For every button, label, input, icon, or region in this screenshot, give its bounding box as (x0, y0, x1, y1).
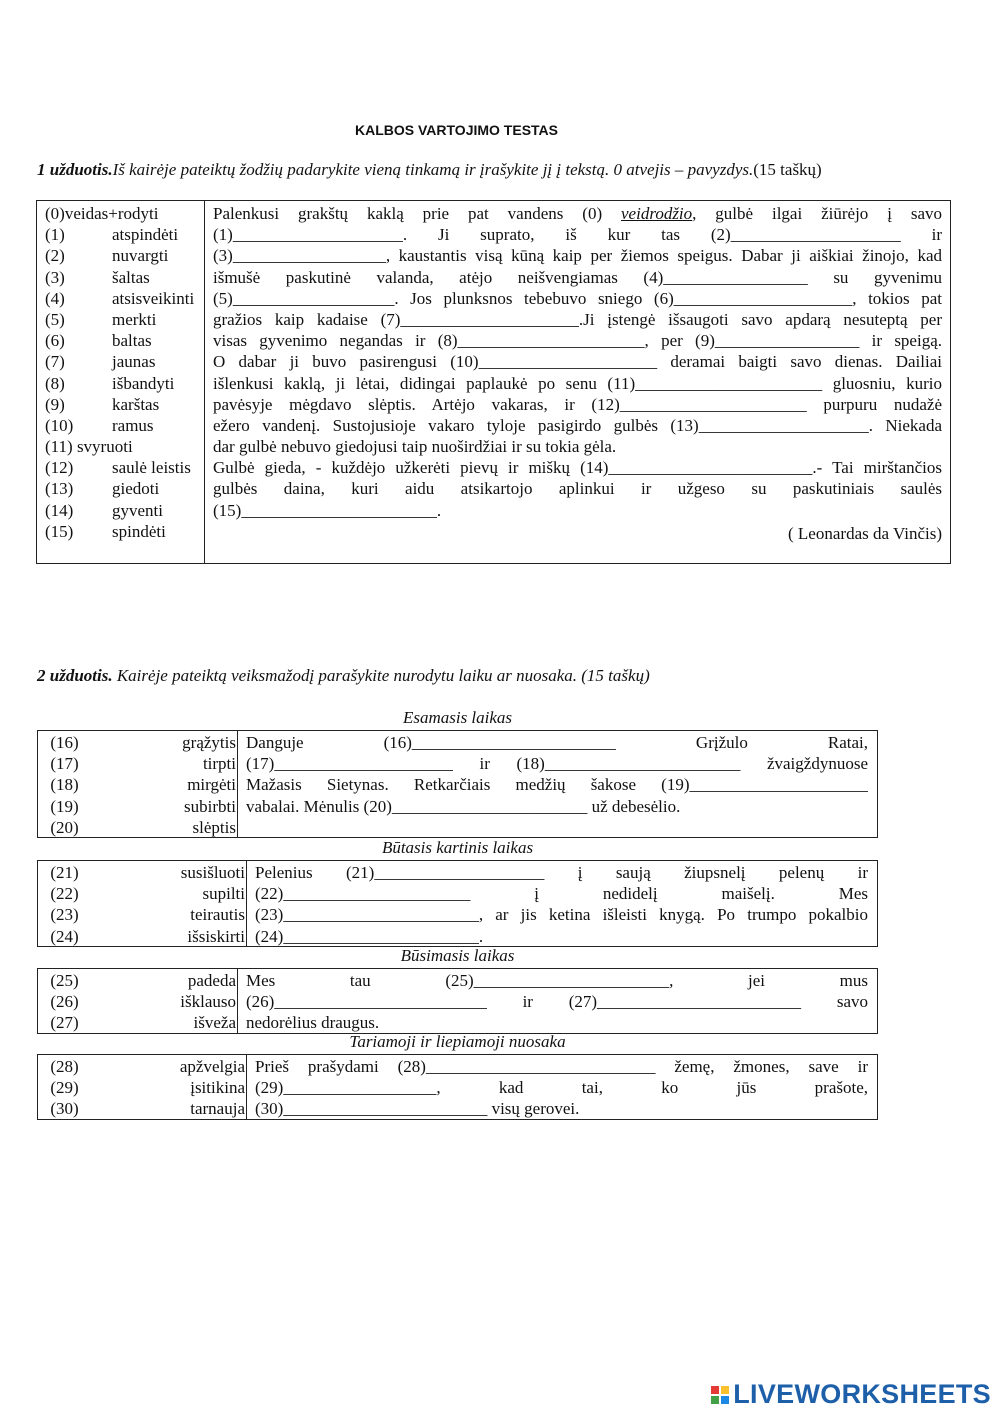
text-line: (17)_____________________ ir (18)_______________________ žvaigždynuose (246, 754, 868, 774)
verb-table (37, 730, 878, 838)
word-row (45, 457, 204, 478)
word-number: (4) (45, 288, 65, 308)
text-line: Palenkusi grakštų kaklą prie pat vandens (0) veidrodžio, gulbė ilgai žiūrėjo į savo (213, 204, 942, 223)
verb-row (38, 862, 246, 883)
word-number: (9) (45, 394, 65, 414)
text-line: gulbės daina, kuri aidu atsikartojo aplinkui ir užgeso su paskutiniais saulės (213, 479, 942, 499)
verb-text (238, 731, 877, 837)
text-line: išmušė paskutinė valanda, atėjo neišvengiamas (4)_________________ su gyvenimu (213, 267, 942, 287)
word-base: šaltas (112, 267, 150, 287)
word-row (45, 330, 204, 351)
word-base: giedoti (112, 479, 160, 499)
text-line: Danguje (16)________________________ Grįžulo Ratai, (246, 733, 868, 752)
verb-number: (16) (50, 733, 79, 752)
word-row (45, 436, 204, 457)
text-line: (15)_______________________. (213, 500, 442, 520)
verb: tirpti (202, 754, 236, 774)
text-line: nedorėlius draugus. (246, 1013, 380, 1033)
verb: slėptis (192, 817, 236, 837)
verb-number: (19) (50, 796, 79, 816)
verb-number: (23) (50, 905, 79, 925)
logo-grid-icon (711, 1386, 729, 1404)
word-base: karštas (112, 394, 160, 414)
verb-table (37, 860, 878, 947)
word-number: (2) (45, 246, 65, 266)
verb-number: (30) (50, 1099, 79, 1119)
verb: supilti (202, 884, 245, 904)
verb: apžvelgia (179, 1057, 245, 1076)
verb-list (38, 731, 238, 837)
verb-row (38, 1077, 246, 1098)
word-row (45, 373, 204, 394)
word-base: nuvargti (112, 246, 169, 266)
verb: susišluoti (180, 863, 245, 882)
task1-instruction: Iš kairėje pateiktų žodžių padarykite vieną tinkamą ir įrašykite jį į tekstą. 0 atvejis – pavyzdys. (112, 160, 754, 179)
word-base: merkti (112, 309, 157, 329)
verb-row (38, 817, 237, 838)
verb-table (37, 968, 878, 1034)
word-row (45, 394, 204, 415)
verb: teirautis (190, 905, 245, 925)
word-number: (0)veidas+rodyti (45, 204, 159, 223)
word-row (45, 288, 204, 309)
verb-row (38, 1098, 246, 1119)
word-base: atsisveikinti (112, 288, 195, 308)
word-number: (1) (45, 225, 65, 245)
task1-heading (37, 160, 822, 180)
verb-number: (26) (50, 992, 79, 1012)
verb-row (38, 796, 237, 817)
liveworksheets-logo: LIVEWORKSHEETS (711, 1379, 991, 1410)
word-number: (7) (45, 352, 65, 372)
text-line: (24)_______________________. (255, 926, 484, 946)
verb-number: (24) (50, 926, 79, 946)
task2-label: 2 užduotis. (37, 666, 113, 685)
text-line: visas gyvenimo negandas ir (8)______________________, per (9)_________________ ir speigą. (213, 331, 942, 351)
section-heading: Esamasis laikas (402, 708, 513, 727)
verb-number: (17) (50, 754, 79, 774)
verb-table (37, 1054, 878, 1120)
word-list (37, 201, 205, 563)
word-number: (13) (45, 479, 74, 499)
word-base: ramus (112, 415, 154, 435)
text-line: (26)_________________________ ir (27)________________________ savo (246, 992, 868, 1012)
verb-list (38, 861, 247, 946)
verb-row (38, 991, 237, 1012)
verb-row (38, 732, 237, 753)
verb: mirgėti (187, 775, 236, 795)
verb-number: (22) (50, 884, 79, 904)
verb-number: (29) (50, 1078, 79, 1098)
task2-instruction: Kairėje pateiktą veiksmažodį parašykite nurodytu laiku ar nuosaka. (15 taškų) (116, 666, 650, 685)
verb: tarnauja (190, 1099, 245, 1119)
section-heading: Būsimasis laikas (400, 946, 515, 965)
section-heading: Tariamoji ir liepiamoji nuosaka (349, 1032, 566, 1051)
word-number: (8) (45, 373, 65, 393)
verb-row (38, 753, 237, 774)
word-base: jaunas (112, 352, 156, 372)
task1-table (36, 200, 951, 564)
word-row (45, 267, 204, 288)
verb-number: (25) (50, 971, 79, 990)
verb-number: (20) (50, 817, 79, 837)
word-number: (3) (45, 267, 65, 287)
verb-list (38, 969, 238, 1033)
text-line: dar gulbė nebuvo giedojusi taip nuoširdžiai ir su tokia gėla. (213, 437, 617, 457)
task1-label: 1 užduotis. (37, 160, 113, 179)
verb-text (238, 969, 877, 1033)
word-number: (14) (45, 500, 74, 520)
verb-number: (18) (50, 775, 79, 795)
text-line: gražios kaip kadaise (7)_____________________.Ji įstengė išsaugoti savo apdarą nesuteptą per (213, 309, 942, 329)
task2-heading (37, 666, 650, 686)
verb: išveža (193, 1013, 236, 1033)
text-line: (1)____________________. Ji suprato, iš kur tas (2)____________________ ir (213, 225, 942, 245)
verb-row (38, 926, 246, 947)
text-line: vabalai. Mėnulis (20)_______________________ už debesėlio. (246, 796, 681, 816)
verb-row (38, 883, 246, 904)
word-base: spindėti (112, 521, 166, 541)
task1-points: (15 taškų) (753, 160, 822, 179)
verb-row (38, 904, 246, 925)
verb: grąžytis (182, 733, 236, 752)
verb-number: (27) (50, 1013, 79, 1033)
word-base: išbandyti (112, 373, 175, 393)
verb: subirbti (184, 796, 236, 816)
text-line: Mažasis Sietynas. Retkarčiais medžių šakose (19)_____________________ (246, 775, 868, 795)
section-heading: Būtasis kartinis laikas (381, 838, 534, 857)
verb: išsiskirti (187, 926, 245, 946)
verb-row (38, 774, 237, 795)
word-number: (10) (45, 415, 74, 435)
text-line: Gulbė gieda, - kuždėjo užkerėti pievų ir miškų (14)________________________.- Tai mirštančios (213, 458, 942, 478)
text-line: (5)___________________. Jos plunksnos tebebuvo sniego (6)_____________________, tokios pat (213, 288, 942, 308)
text-line: (22)______________________ į nedidelį maišelį. Mes (255, 884, 868, 904)
word-row (45, 415, 204, 436)
word-number: (12) (45, 458, 74, 478)
word-number: (15) (45, 521, 74, 541)
verb-list (38, 1055, 247, 1119)
word-base: saulė leistis (112, 458, 191, 478)
example-answer: veidrodžio (621, 204, 693, 223)
word-row (45, 224, 204, 245)
verb-row (38, 970, 237, 991)
text-line: Mes tau (25)_______________________, jei mus (246, 971, 868, 990)
word-row (45, 500, 204, 521)
verb: įsitikina (190, 1078, 245, 1098)
text-line: išlenkusi kaklą, ji lėtai, didingai paplaukė po senu (11)______________________ gluosniu, kurio (213, 373, 942, 393)
text-line: (3)__________________, kaustantis visą kūną kaip per žiemos speigus. Dabar ji aiškiai žinojo, kad (213, 246, 942, 266)
word-base: atspindėti (112, 225, 179, 245)
verb-number: (28) (50, 1057, 79, 1076)
text-line: pavėsyje mėgdavo slėptis. Artėjo vakaras, ir (12)______________________ purpuru nudažė (213, 394, 942, 414)
verb-text (247, 861, 877, 946)
verb-row (38, 1012, 237, 1033)
word-row (45, 245, 204, 266)
word-number: (5) (45, 309, 65, 329)
word-base: baltas (112, 331, 152, 351)
word-number: (11) svyruoti (45, 437, 133, 457)
verb: išklauso (180, 992, 236, 1012)
word-row (45, 309, 204, 330)
text-line: Prieš prašydami (28)___________________________ žemę, žmones, save ir (255, 1057, 868, 1076)
text-line: O dabar ji buvo pasirengusi (10)_____________________ deramai baigti savo dienas. Dailiai (213, 352, 942, 372)
verb-number: (21) (50, 863, 79, 882)
text-line: ežero vandenį. Sustojusioje vakaro tyloje pasigirdo gulbės (13)____________________. Niekada (213, 415, 942, 435)
task1-text (205, 201, 950, 563)
text-line: (30)________________________ visų gerovei. (255, 1099, 580, 1119)
word-number: (6) (45, 331, 65, 351)
text-line: Pelenius (21)____________________ į saują žiupsnelį pelenų ir (255, 863, 868, 882)
word-row (45, 351, 204, 372)
author: ( Leonardas da Vinčis) (788, 523, 942, 543)
verb-row (38, 1056, 246, 1077)
word-row (45, 521, 204, 542)
word-row (45, 478, 204, 499)
verb: padeda (187, 971, 236, 990)
word-row (45, 203, 204, 224)
text-line: (29)__________________, kad tai, ko jūs prašote, (255, 1078, 868, 1098)
page-title: KALBOS VARTOJIMO TESTAS (354, 122, 558, 138)
word-base: gyventi (112, 500, 163, 520)
verb-text (247, 1055, 877, 1119)
text-line: (23)_______________________, ar jis ketina išleisti knygą. Po trumpo pokalbio (255, 905, 868, 925)
